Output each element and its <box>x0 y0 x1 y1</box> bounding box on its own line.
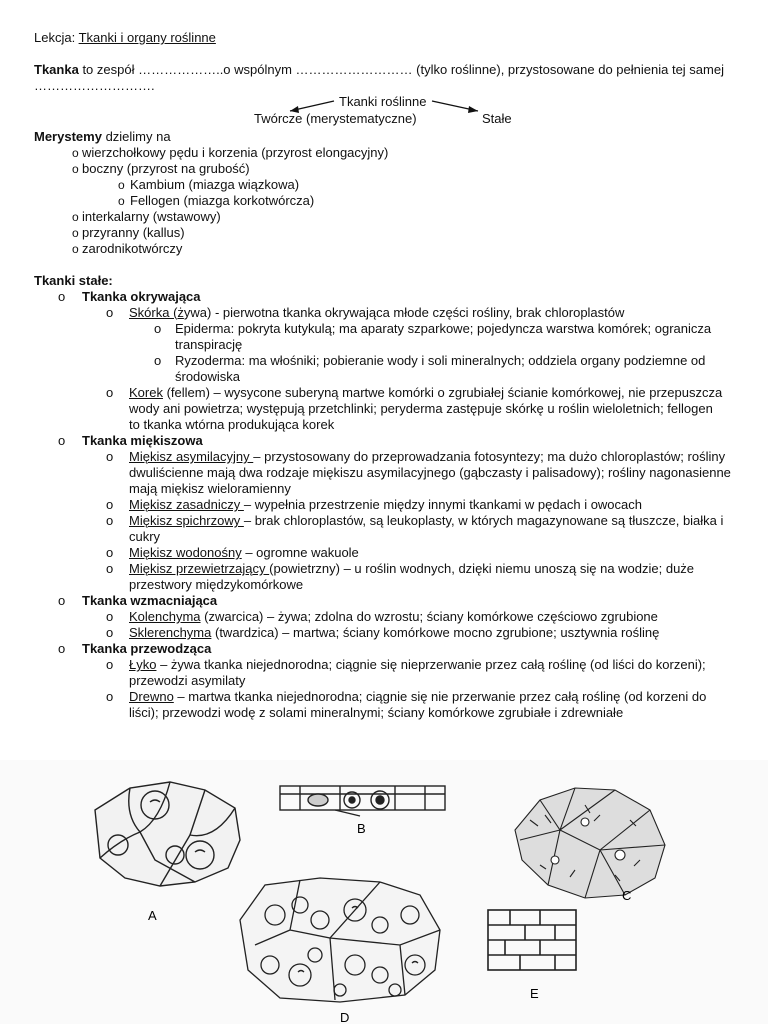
list-item: o przyranny (kallus) <box>72 225 185 240</box>
section-okrywajaca: o Tkanka okrywająca <box>58 289 201 304</box>
figure-a-collenchyma <box>95 782 240 886</box>
list-item-cont: środowiska <box>175 369 241 384</box>
list-item-cont: cukry <box>129 529 161 544</box>
figure-label-a: A <box>148 908 157 923</box>
definition-text: to zespół ………………..o wspólnym ……………………… (tylko roślinne), przystosowane do pełnienia tej samej <box>82 62 724 77</box>
list-item: o Kolenchyma (zwarcica) – żywa; zdolna do wzrostu; ściany komórkowe częściowo zgrubione <box>106 609 658 624</box>
figure-d-storage-parenchyma <box>240 878 440 1002</box>
list-item: o Kambium (miazga wiązkowa) <box>118 177 300 192</box>
lesson-line <box>34 30 734 46</box>
list-item: o Skórka (żywa) - pierwotna tkanka okrywająca młode części rośliny, brak chloroplastów <box>106 305 625 320</box>
list-item: o Łyko – żywa tkanka niejednorodna; ciągnie się nieprzerwanie przez całą roślinę (od liści do korzeni); <box>106 657 706 672</box>
figure-label-c: C <box>622 888 632 903</box>
list-item: o Drewno – martwa tkanka niejednorodna; ciągnie się nie przerwanie przez całą roślinę (od korzeni do <box>106 689 707 704</box>
list-item: o Miękisz asymilacyjny – przystosowany do przeprowadzania fotosyntezy; ma dużo chloroplastów; rośliny <box>106 449 726 464</box>
permanent-heading: Tkanki stałe: <box>34 273 113 288</box>
diagram-right: Stałe <box>482 111 512 126</box>
list-item: o Miękisz przewietrzający (powietrzny) – u roślin wodnych, dzięki niemu unoszą się na wodzie; duże <box>106 561 695 576</box>
figure-label-d: D <box>340 1010 350 1024</box>
document-page <box>34 30 734 721</box>
list-item-cont: przewodzi asymilaty <box>129 673 246 688</box>
section-wzmacniajaca: o Tkanka wzmacniająca <box>58 593 218 608</box>
definition-line-2: ………………………. <box>34 78 155 93</box>
meristems-heading <box>34 129 734 145</box>
definition-line <box>34 62 734 78</box>
lesson-prefix: Lekcja: <box>34 30 76 45</box>
lesson-title: Tkanki i organy roślinne <box>78 30 216 45</box>
list-item-cont: transpirację <box>175 337 243 352</box>
list-item-cont: wody ani powietrza; występują przetchlinki; peryderma zastępuje skórkę u roślin wieloletnich; fellogen <box>129 401 713 416</box>
diagram-left: Twórcze (merystematyczne) <box>254 111 417 126</box>
list-item: o zarodnikotwórczy <box>72 241 183 256</box>
list-item: o Fellogen (miazga korkotwórcza) <box>118 193 315 208</box>
meristems-term: Merystemy <box>34 129 102 144</box>
section-przewodzaca: o Tkanka przewodząca <box>58 641 212 656</box>
list-item: o Miękisz spichrzowy – brak chloroplastów, są leukoplasty, w których magazynowane są tłuszcze, białka i <box>106 513 724 528</box>
list-item: o Epiderma: pokryta kutykulą; ma aparaty szparkowe; pojedyncza warstwa komórek; ogranicza <box>154 321 712 336</box>
list-item-cont: mają miękisz wieloramienny <box>129 481 291 496</box>
list-item: o interkalarny (wstawowy) <box>72 209 221 224</box>
meristems-intro: dzielimy na <box>105 129 171 144</box>
list-item: o Ryzoderma: ma włośniki; pobieranie wody i soli mineralnych; oddziela organy podziemne od <box>154 353 706 368</box>
list-item: o boczny (przyrost na grubość) <box>72 161 250 176</box>
list-item: o Sklerenchyma (twardzica) – martwa; ściany komórkowe mocno zgrubione; usztywnia roślinę <box>106 625 660 640</box>
figure-label-e: E <box>530 986 539 1001</box>
list-item-cont: to tkanka wtórna produkująca korek <box>129 417 335 432</box>
list-item: o Korek (fellem) – wysycone suberyną martwe komórki o zgrubiałej ścianie komórkowej, nie przepuszcza <box>106 385 723 400</box>
figure-label-b: B <box>357 821 366 836</box>
tissue-diagram <box>34 94 734 128</box>
section-miekiszowa: o Tkanka miękiszowa <box>58 433 203 448</box>
definition-term: Tkanka <box>34 62 79 77</box>
diagram-center: Tkanki roślinne <box>339 94 427 109</box>
list-item: o Miękisz wodonośny – ogromne wakuole <box>106 545 359 560</box>
list-item-cont: liści); przewodzi wodę z solami mineralnymi; ściany komórkowe zgrubiałe i zdrewniałe <box>129 705 624 720</box>
list-item: o Miękisz zasadniczy – wypełnia przestrzenie między innymi tkankami w pędach i owocach <box>106 497 642 512</box>
figures-svg <box>0 760 768 1024</box>
list-item-cont: przestwory międzykomórkowe <box>129 577 304 592</box>
list-item-cont: dwuliścienne mają dwa rodzaje miękiszu asymilacyjnego (gąbczasty i palisadowy); rośliny nagonasienne <box>129 465 731 480</box>
list-item: o wierzchołkowy pędu i korzenia (przyrost elongacyjny) <box>72 145 389 160</box>
tissue-figures <box>0 760 768 1024</box>
